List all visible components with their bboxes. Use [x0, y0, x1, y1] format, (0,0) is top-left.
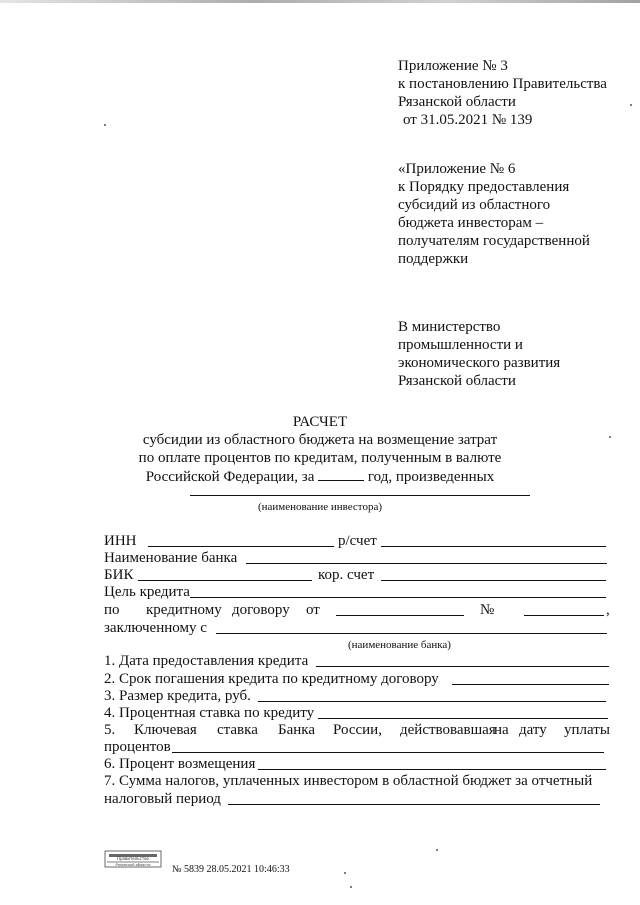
- item3-label: 3. Размер кредита, руб.: [104, 688, 251, 704]
- addressee-line4: Рязанской области: [398, 373, 516, 389]
- item7-label: 7. Сумма налогов, уплаченных инвестором в областной бюджет за отчетный: [104, 773, 593, 789]
- contract-num-label: №: [480, 602, 495, 618]
- bik-label: БИК: [104, 567, 134, 583]
- contract-ot: от: [306, 602, 320, 618]
- title-line1: субсидии из областного бюджета на возмещение затрат: [142, 432, 498, 448]
- title-line3: [0, 467, 640, 486]
- bank-name-field[interactable]: [246, 563, 607, 564]
- bank-name-label: Наименование банка: [104, 550, 238, 566]
- stamp-text-2: Рязанской области: [115, 863, 151, 867]
- rs-field[interactable]: [381, 546, 606, 547]
- appendix-6-line2: к Порядку предоставления: [398, 179, 570, 195]
- appendix-header: [398, 57, 607, 129]
- kor-field[interactable]: [381, 580, 606, 581]
- bik-field[interactable]: [138, 580, 312, 581]
- item5-cont: процентов: [104, 739, 171, 755]
- contract-date-field[interactable]: [336, 615, 464, 616]
- item1-label: 1. Дата предоставления кредита: [104, 653, 309, 669]
- government-stamp: [104, 848, 162, 868]
- appendix-region: Рязанской области: [398, 94, 516, 110]
- contract-credit: кредитному: [146, 602, 222, 618]
- scan-edge: [0, 0, 640, 3]
- appendix-6-line4: бюджета инвесторам –: [398, 215, 544, 231]
- item2-label: 2. Срок погашения кредита по кредитному договору: [104, 671, 439, 687]
- item6-field[interactable]: [258, 769, 606, 770]
- document-heading: РАСЧЕТ: [292, 414, 348, 430]
- item5-w5: действовавшая: [400, 722, 496, 738]
- concluded-field[interactable]: [216, 633, 607, 634]
- item5-num: 5.: [104, 722, 116, 738]
- appendix-number: Приложение № 3: [398, 58, 508, 74]
- bank-caption: (наименование банка): [348, 639, 451, 651]
- item2-field[interactable]: [452, 684, 609, 685]
- appendix-resolution: к постановлению Правительства: [398, 76, 607, 92]
- appendix-6-header: [398, 160, 590, 268]
- appendix-6-line5: получателям государственной: [398, 233, 590, 249]
- item4-label: 4. Процентная ставка по кредиту: [104, 705, 315, 721]
- item3-field[interactable]: [258, 701, 606, 702]
- scan-speck: [350, 886, 352, 888]
- inn-field[interactable]: [148, 546, 334, 547]
- stamp-text-1: Правительство: [117, 856, 149, 861]
- rs-label: р/счет: [338, 533, 377, 549]
- appendix-6-line6: поддержки: [398, 251, 469, 267]
- item6-label: 6. Процент возмещения: [104, 756, 256, 772]
- item5-field[interactable]: [172, 752, 604, 753]
- concluded-label: заключенному с: [104, 620, 207, 636]
- item1-field[interactable]: [316, 666, 609, 667]
- scan-speck: [436, 849, 438, 851]
- item5-w2: ставка: [217, 722, 258, 738]
- addressee-line3: экономического развития: [398, 355, 561, 371]
- investor-name-field[interactable]: [190, 495, 530, 496]
- title-line3-end: год, произведенных: [367, 469, 495, 485]
- appendix-6-line3: субсидий из областного: [398, 197, 551, 213]
- scan-speck: [104, 124, 106, 126]
- contract-comma: ,: [606, 602, 610, 618]
- item5-w3: Банка: [278, 722, 316, 738]
- kor-label: кор. счет: [318, 567, 375, 583]
- item5-w8: уплаты: [564, 722, 610, 738]
- contract-dogovor: договору: [232, 602, 290, 618]
- contract-po: по: [104, 602, 120, 618]
- purpose-label: Цель кредита: [104, 584, 190, 600]
- contract-number-field[interactable]: [524, 615, 604, 616]
- year-field[interactable]: [318, 467, 364, 481]
- item7-cont: налоговый период: [104, 791, 221, 807]
- title-line3-start: Российской Федерации, за: [145, 469, 315, 485]
- addressee: [398, 318, 560, 390]
- scan-speck: [609, 436, 611, 438]
- item7-field[interactable]: [228, 804, 600, 805]
- item4-field[interactable]: [318, 718, 608, 719]
- item5-w4: России,: [333, 722, 382, 738]
- addressee-line2: промышленности и: [398, 337, 523, 353]
- purpose-field[interactable]: [190, 597, 606, 598]
- addressee-line1: В министерство: [398, 319, 501, 335]
- inn-label: ИНН: [104, 533, 137, 549]
- title-line2: по оплате процентов по кредитам, полученным в валюте: [138, 450, 502, 466]
- registration-number: № 5839 28.05.2021 10:46:33: [172, 864, 290, 875]
- appendix-date: от 31.05.2021 № 139: [403, 112, 533, 128]
- scan-speck: [630, 104, 632, 106]
- investor-caption: (наименование инвестора): [257, 501, 383, 513]
- item5-w1: Ключевая: [134, 722, 197, 738]
- item5-w6: на: [494, 722, 509, 738]
- appendix-6-number: «Приложение № 6: [398, 161, 516, 177]
- scan-speck: [344, 872, 346, 874]
- item5-w7: дату: [519, 722, 547, 738]
